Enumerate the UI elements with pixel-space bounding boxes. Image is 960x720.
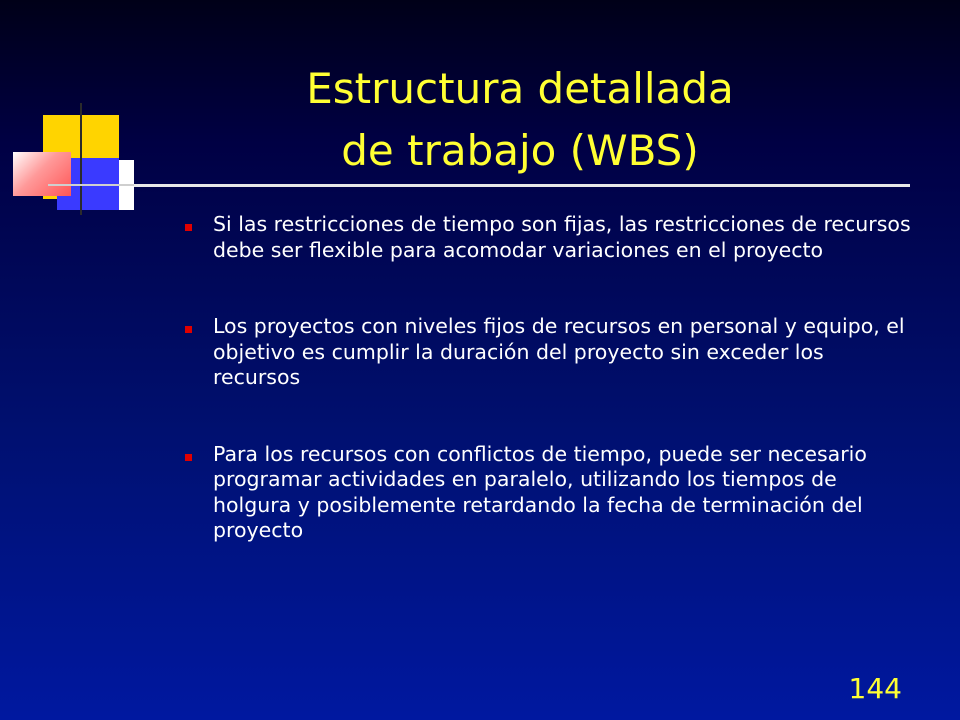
bullet-text: Para los recursos con conflictos de tiempo, puede ser necesario programar actividades en paralelo, utilizando los tiempos de holgura y posiblemente retardando la fecha de terminación del proyecto	[213, 441, 867, 542]
bullet-text: Los proyectos con niveles fijos de recursos en personal y equipo, el objetivo es cumplir la duración del proyecto sin exceder los recursos	[213, 314, 905, 389]
slide-title	[220, 58, 820, 182]
logo-horizontal-line	[48, 184, 134, 186]
title-divider	[134, 184, 910, 187]
logo-pink-square	[13, 152, 71, 196]
bullet-item	[182, 314, 917, 391]
bullet-text: Si las restricciones de tiempo son fijas, las restricciones de recursos debe ser flexible para acomodar variaciones en el proyecto	[213, 212, 911, 262]
bullet-square-icon	[185, 326, 192, 333]
title-line-2: de trabajo (WBS)	[341, 126, 699, 175]
title-line-1: Estructura detallada	[306, 64, 734, 113]
page-number: 144	[848, 672, 902, 705]
bullet-item	[182, 442, 917, 544]
bullet-square-icon	[185, 454, 192, 461]
bullet-item	[182, 212, 917, 263]
bullet-square-icon	[185, 224, 192, 231]
logo-vertical-line	[80, 103, 82, 215]
bullet-list	[182, 212, 917, 595]
